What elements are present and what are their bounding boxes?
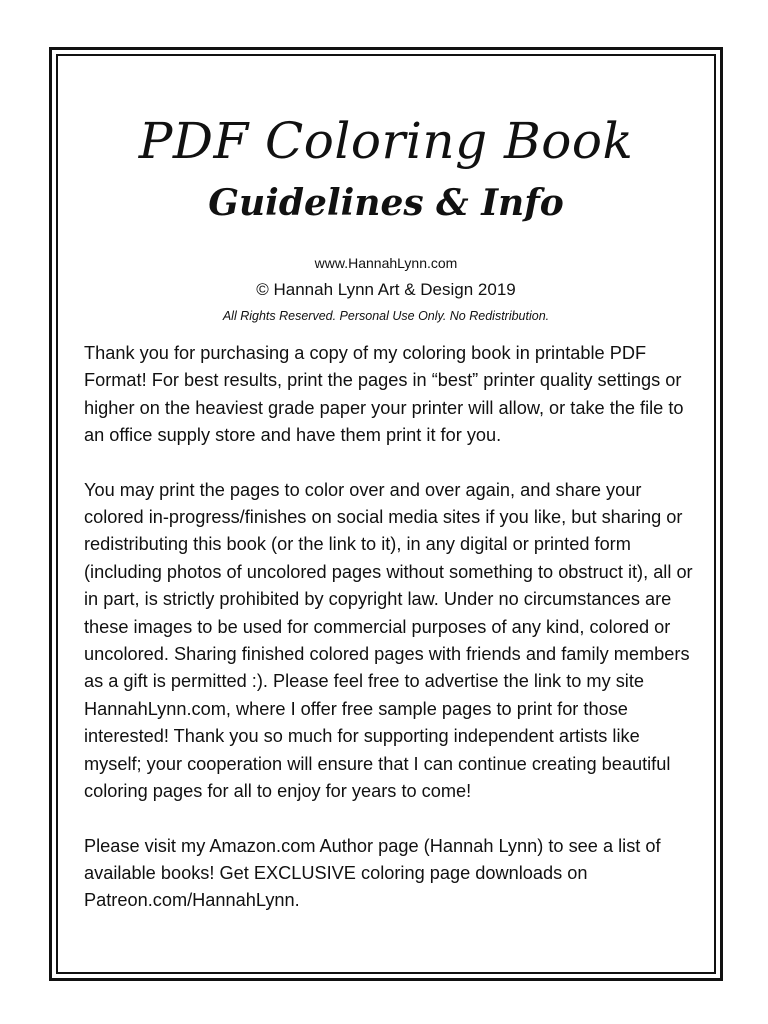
- paragraph-intro: Thank you for purchasing a copy of my coloring book in printable PDF Format! For best results, print the pages in “best” printer quality settings or higher on the heaviest grade paper your printer will allow, or take the file to an office supply store and have them print it for you.: [84, 343, 684, 446]
- paragraph-usage-terms: You may print the pages to color over and over again, and share your colored in-progress/finishes on social media sites if you like, but sharing or redistributing this book (or the link to it), in any digital or printed form (including photos of uncolored pages without something to obstruct it), all or in part, is strictly prohibited by copyright law. Under no circumstances are these images to be used for commercial purposes of any kind, colored or uncolored. Sharing finished colored pages with friends and family members as a gift is permitted :). Please feel free to advertise the link to my site HannahLynn.com, where I offer free sample pages to print for those interested! Thank you so much for supporting independent artists like myself; your cooperation will ensure that I can continue creating beautiful coloring pages for all to enjoy for years to come!: [84, 479, 693, 802]
- body-text: [84, 340, 694, 942]
- page-subtitle: Guidelines & Info: [208, 182, 564, 224]
- paragraph-links: Please visit my Amazon.com Author page (Hannah Lynn) to see a list of available books! Get EXCLUSIVE coloring page downloads on Patreon.com/HannahLynn.: [84, 835, 661, 911]
- rights-notice: All Rights Reserved. Personal Use Only. No Redistribution.: [222, 309, 550, 323]
- copyright-notice: © Hannah Lynn Art & Design 2019: [256, 280, 516, 299]
- page-title: PDF Coloring Book: [138, 112, 634, 170]
- website-url: www.HannahLynn.com: [314, 255, 458, 271]
